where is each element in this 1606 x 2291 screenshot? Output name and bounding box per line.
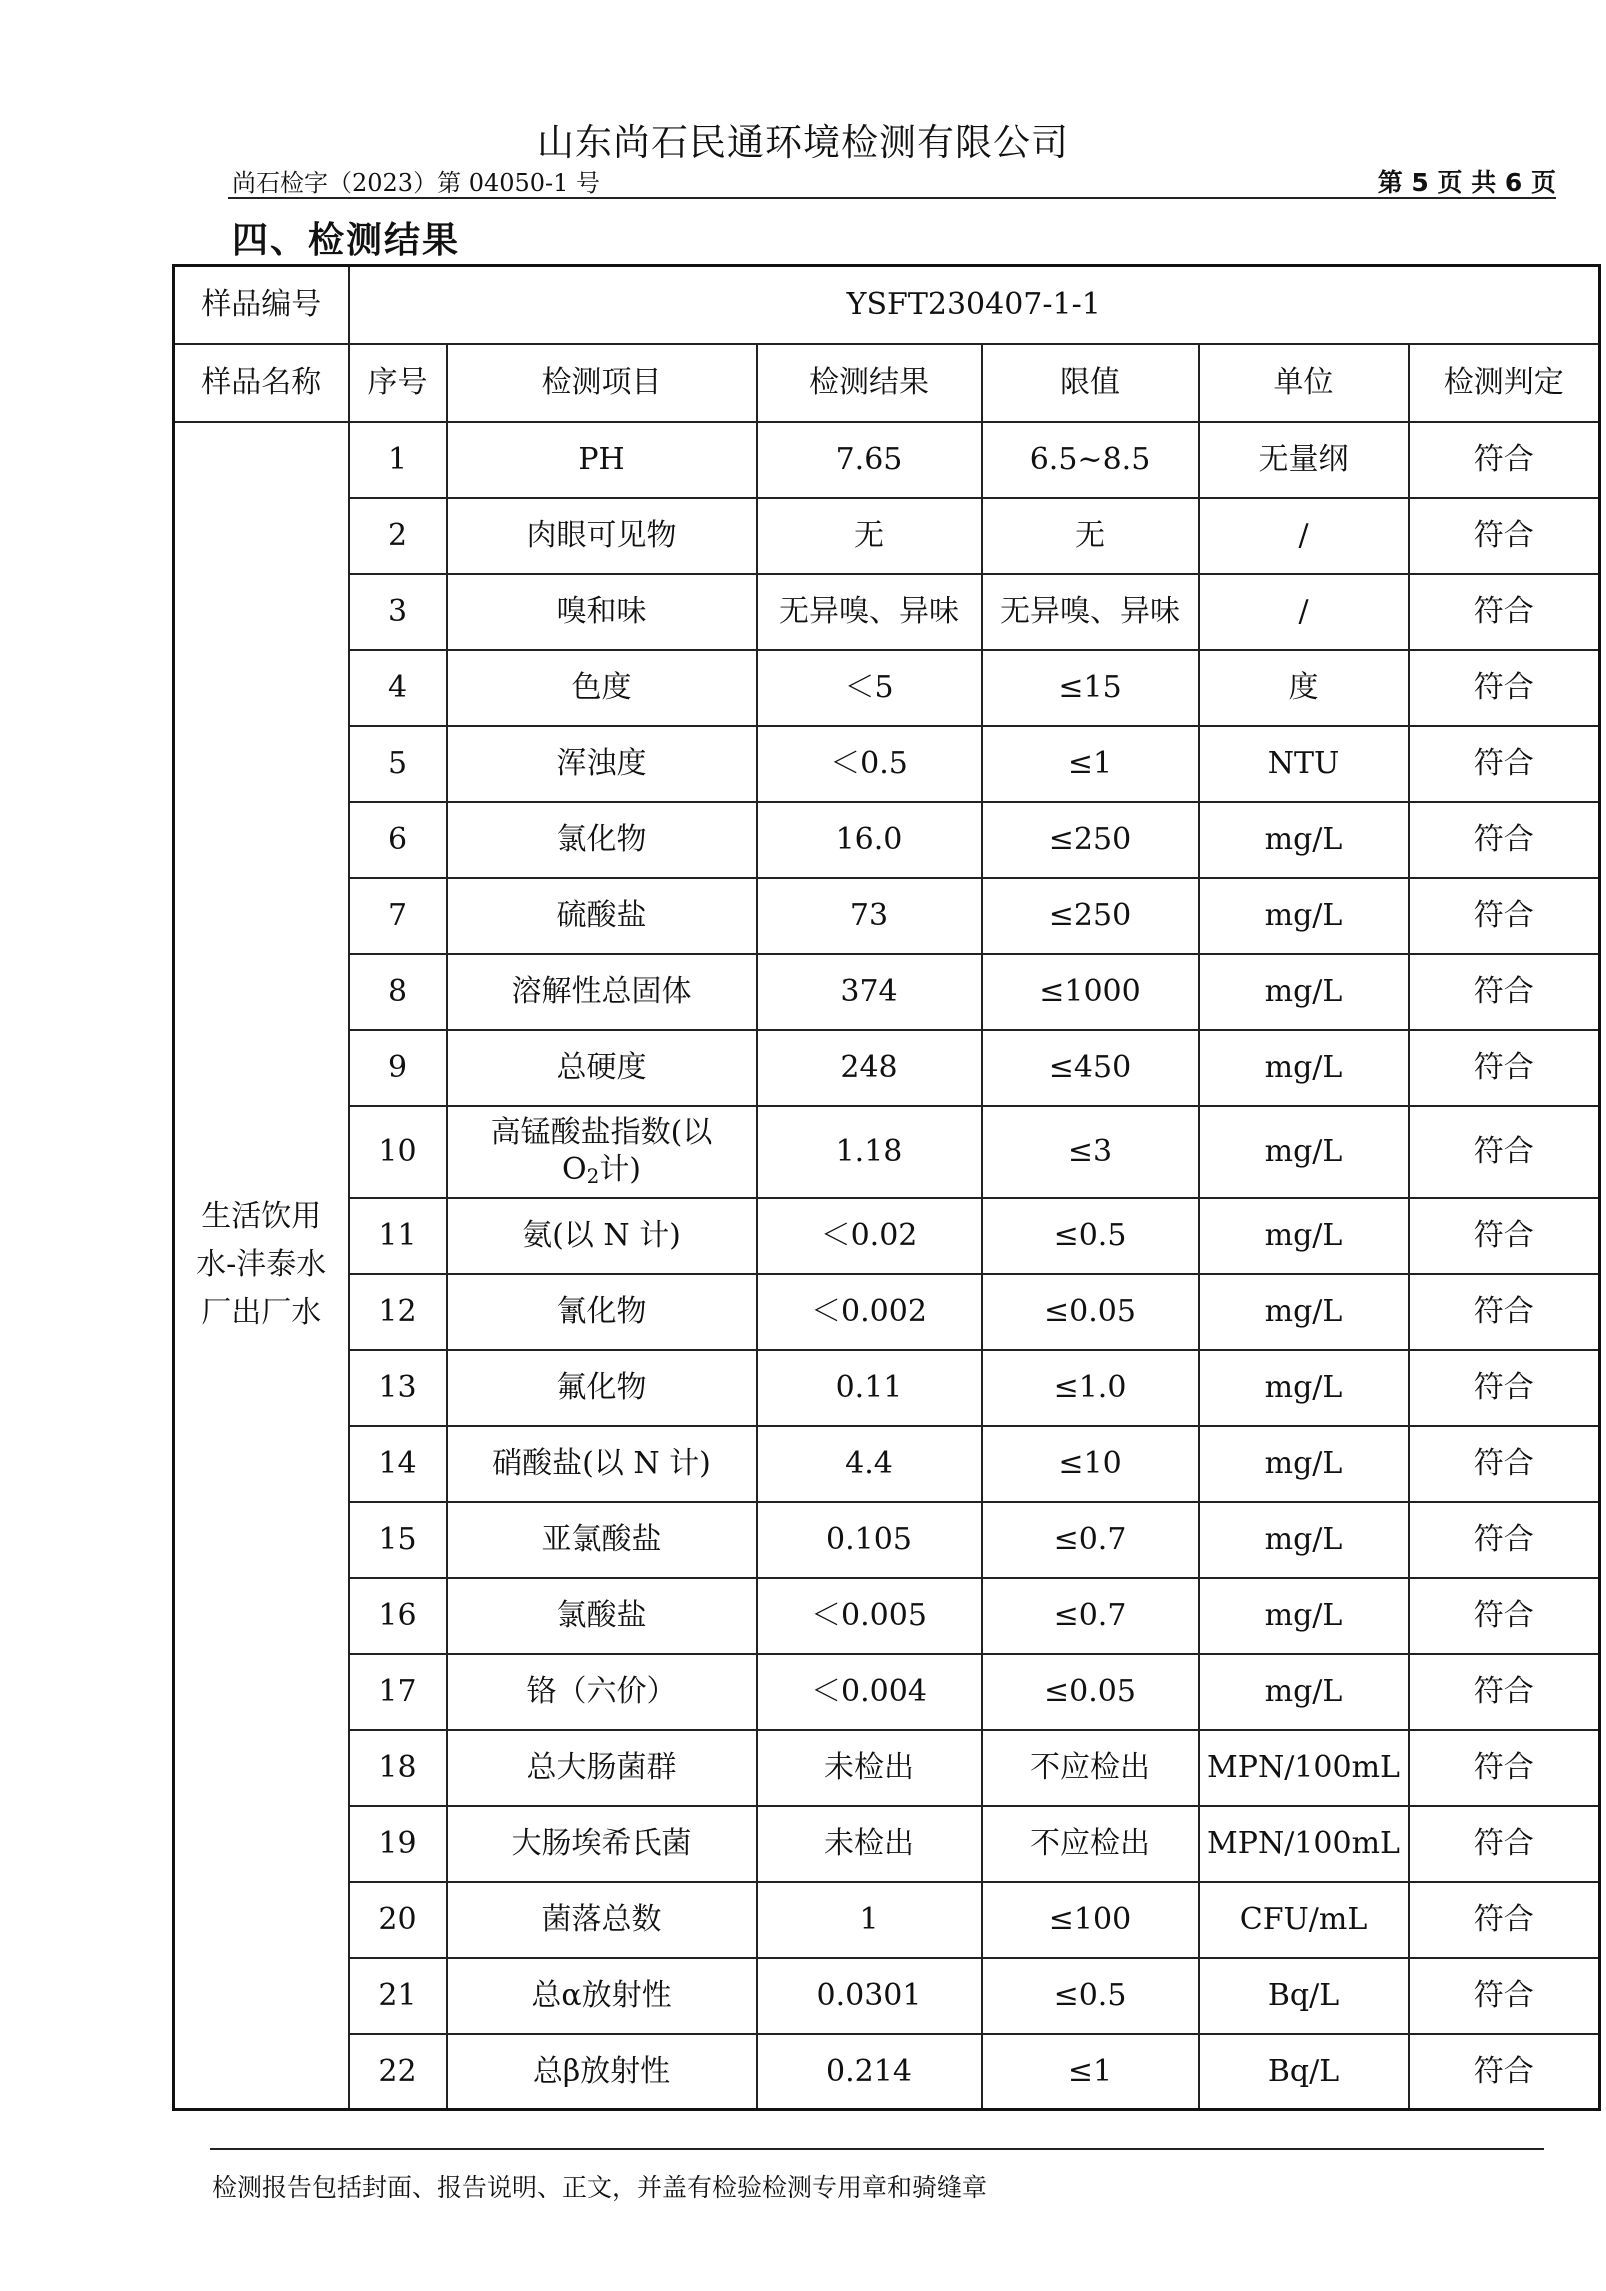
cell-unit: mg/L (1199, 954, 1409, 1030)
cell-limit: ≤450 (982, 1030, 1199, 1106)
table-row (174, 2034, 1600, 2110)
cell-unit: / (1199, 498, 1409, 574)
cell-seq: 18 (349, 1730, 447, 1806)
table-row (174, 1106, 1600, 1198)
cell-item: 总α放射性 (447, 1958, 757, 2034)
cell-result: 374 (757, 954, 982, 1030)
cell-seq: 14 (349, 1426, 447, 1502)
cell-result: 0.105 (757, 1502, 982, 1578)
header-divider (228, 197, 1556, 199)
cell-judgment: 符合 (1409, 1502, 1600, 1578)
sample-id-row (174, 266, 1600, 344)
cell-unit: Bq/L (1199, 2034, 1409, 2110)
cell-seq: 4 (349, 650, 447, 726)
cell-seq: 8 (349, 954, 447, 1030)
cell-judgment: 符合 (1409, 1106, 1600, 1198)
cell-result: 4.4 (757, 1426, 982, 1502)
header-unit: 单位 (1199, 344, 1409, 422)
header-row (174, 344, 1600, 422)
cell-result: 0.214 (757, 2034, 982, 2110)
cell-limit: ≤1 (982, 726, 1199, 802)
cell-item: 总β放射性 (447, 2034, 757, 2110)
cell-judgment: 符合 (1409, 498, 1600, 574)
cell-item: 氨(以 N 计) (447, 1198, 757, 1274)
table-row (174, 1274, 1600, 1350)
cell-seq: 9 (349, 1030, 447, 1106)
cell-item: 浑浊度 (447, 726, 757, 802)
cell-item: 总硬度 (447, 1030, 757, 1106)
cell-result: 16.0 (757, 802, 982, 878)
cell-unit: mg/L (1199, 1106, 1409, 1198)
cell-seq: 19 (349, 1806, 447, 1882)
header-item: 检测项目 (447, 344, 757, 422)
table-row (174, 1426, 1600, 1502)
header-result: 检测结果 (757, 344, 982, 422)
cell-item: 肉眼可见物 (447, 498, 757, 574)
cell-judgment: 符合 (1409, 2034, 1600, 2110)
cell-seq: 12 (349, 1274, 447, 1350)
cell-seq: 13 (349, 1350, 447, 1426)
cell-result: 7.65 (757, 422, 982, 498)
item-o: O (561, 1152, 587, 1188)
table-row (174, 1198, 1600, 1274)
cell-judgment: 符合 (1409, 1198, 1600, 1274)
cell-limit: ≤15 (982, 650, 1199, 726)
cell-judgment: 符合 (1409, 1350, 1600, 1426)
table-row (174, 954, 1600, 1030)
cell-limit: ≤3 (982, 1106, 1199, 1198)
cell-result: ＜0.02 (757, 1198, 982, 1274)
cell-limit: ≤250 (982, 878, 1199, 954)
cell-item: PH (447, 422, 757, 498)
cell-unit: mg/L (1199, 1426, 1409, 1502)
cell-judgment: 符合 (1409, 1654, 1600, 1730)
cell-seq: 3 (349, 574, 447, 650)
cell-judgment: 符合 (1409, 726, 1600, 802)
cell-limit: ≤0.5 (982, 1958, 1199, 2034)
cell-result: ＜0.5 (757, 726, 982, 802)
cell-seq: 5 (349, 726, 447, 802)
cell-seq: 6 (349, 802, 447, 878)
footer-note: 检测报告包括封面、报告说明、正文，并盖有检验检测专用章和骑缝章 (212, 2173, 988, 2202)
cell-judgment: 符合 (1409, 878, 1600, 954)
cell-unit: 无量纲 (1199, 422, 1409, 498)
table-row (174, 498, 1600, 574)
cell-result: ＜0.002 (757, 1274, 982, 1350)
cell-judgment: 符合 (1409, 574, 1600, 650)
header-judgment: 检测判定 (1409, 344, 1600, 422)
cell-judgment: 符合 (1409, 1274, 1600, 1350)
cell-limit: ≤100 (982, 1882, 1199, 1958)
document-number: 尚石检字（2023）第 04050-1 号 (232, 169, 601, 197)
cell-limit: ≤0.5 (982, 1198, 1199, 1274)
cell-result: ＜5 (757, 650, 982, 726)
cell-limit: ≤1.0 (982, 1350, 1199, 1426)
cell-judgment: 符合 (1409, 650, 1600, 726)
section-title: 四、检测结果 (232, 220, 461, 261)
cell-item (447, 1106, 757, 1198)
cell-seq: 7 (349, 878, 447, 954)
cell-item: 氟化物 (447, 1350, 757, 1426)
cell-unit: mg/L (1199, 1350, 1409, 1426)
table-row (174, 1958, 1600, 2034)
cell-judgment: 符合 (1409, 1882, 1600, 1958)
cell-seq: 10 (349, 1106, 447, 1198)
results-table (172, 264, 1601, 2111)
cell-item: 溶解性总固体 (447, 954, 757, 1030)
cell-seq: 20 (349, 1882, 447, 1958)
header-limit: 限值 (982, 344, 1199, 422)
cell-unit: mg/L (1199, 1654, 1409, 1730)
footer-divider (210, 2148, 1544, 2150)
cell-seq: 2 (349, 498, 447, 574)
cell-unit: mg/L (1199, 802, 1409, 878)
cell-limit: ≤10 (982, 1426, 1199, 1502)
table-row (174, 650, 1600, 726)
table-row (174, 1654, 1600, 1730)
cell-unit: 度 (1199, 650, 1409, 726)
cell-limit: 不应检出 (982, 1730, 1199, 1806)
cell-item: 铬（六价） (447, 1654, 757, 1730)
table-row (174, 422, 1600, 498)
cell-item: 总大肠菌群 (447, 1730, 757, 1806)
cell-judgment: 符合 (1409, 422, 1600, 498)
cell-limit: ≤0.05 (982, 1654, 1199, 1730)
cell-judgment: 符合 (1409, 1426, 1600, 1502)
cell-unit: MPN/100mL (1199, 1806, 1409, 1882)
cell-result: ＜0.004 (757, 1654, 982, 1730)
cell-unit: mg/L (1199, 1502, 1409, 1578)
cell-result: 1 (757, 1882, 982, 1958)
cell-result: 无异嗅、异味 (757, 574, 982, 650)
cell-unit: mg/L (1199, 1198, 1409, 1274)
cell-result: 73 (757, 878, 982, 954)
cell-limit: ≤250 (982, 802, 1199, 878)
cell-limit: 6.5~8.5 (982, 422, 1199, 498)
sample-name-cell: 生活饮用水-沣泰水厂出厂水 (174, 422, 349, 2110)
cell-seq: 15 (349, 1502, 447, 1578)
cell-unit: / (1199, 574, 1409, 650)
cell-unit: mg/L (1199, 878, 1409, 954)
cell-limit: ≤0.7 (982, 1502, 1199, 1578)
cell-judgment: 符合 (1409, 1578, 1600, 1654)
cell-result: 无 (757, 498, 982, 574)
header-seq: 序号 (349, 344, 447, 422)
cell-item: 菌落总数 (447, 1882, 757, 1958)
cell-unit: mg/L (1199, 1030, 1409, 1106)
cell-seq: 22 (349, 2034, 447, 2110)
cell-unit: MPN/100mL (1199, 1730, 1409, 1806)
cell-judgment: 符合 (1409, 802, 1600, 878)
table-row (174, 878, 1600, 954)
table-row (174, 726, 1600, 802)
cell-result: 未检出 (757, 1806, 982, 1882)
cell-result: 0.0301 (757, 1958, 982, 2034)
cell-item: 嗅和味 (447, 574, 757, 650)
cell-unit: CFU/mL (1199, 1882, 1409, 1958)
cell-seq: 11 (349, 1198, 447, 1274)
cell-item: 色度 (447, 650, 757, 726)
cell-item: 氰化物 (447, 1274, 757, 1350)
cell-result: ＜0.005 (757, 1578, 982, 1654)
cell-judgment: 符合 (1409, 1958, 1600, 2034)
cell-seq: 17 (349, 1654, 447, 1730)
cell-limit: ≤1 (982, 2034, 1199, 2110)
cell-seq: 21 (349, 1958, 447, 2034)
cell-result: 0.11 (757, 1350, 982, 1426)
cell-limit: ≤0.7 (982, 1578, 1199, 1654)
cell-limit: 无 (982, 498, 1199, 574)
cell-item: 亚氯酸盐 (447, 1502, 757, 1578)
item-tail: 计) (599, 1152, 642, 1188)
cell-limit: 无异嗅、异味 (982, 574, 1199, 650)
table-row (174, 1030, 1600, 1106)
sample-id-value: YSFT230407-1-1 (349, 266, 1600, 344)
cell-item: 氯化物 (447, 802, 757, 878)
cell-result: 未检出 (757, 1730, 982, 1806)
page-info: 第 5 页 共 6 页 (1377, 168, 1556, 197)
cell-unit: Bq/L (1199, 1958, 1409, 2034)
cell-result: 1.18 (757, 1106, 982, 1198)
cell-unit: mg/L (1199, 1274, 1409, 1350)
cell-limit: ≤0.05 (982, 1274, 1199, 1350)
cell-item: 硝酸盐(以 N 计) (447, 1426, 757, 1502)
table-row (174, 1350, 1600, 1426)
table-row (174, 1578, 1600, 1654)
table-row (174, 1806, 1600, 1882)
sample-id-label: 样品编号 (174, 266, 349, 344)
cell-result: 248 (757, 1030, 982, 1106)
cell-judgment: 符合 (1409, 1030, 1600, 1106)
cell-seq: 16 (349, 1578, 447, 1654)
cell-judgment: 符合 (1409, 1806, 1600, 1882)
cell-item: 大肠埃希氏菌 (447, 1806, 757, 1882)
cell-judgment: 符合 (1409, 1730, 1600, 1806)
cell-item: 硫酸盐 (447, 878, 757, 954)
company-name: 山东尚石民通环境检测有限公司 (537, 121, 1069, 164)
header-sample-name: 样品名称 (174, 344, 349, 422)
item-subscript: 2 (586, 1164, 600, 1189)
cell-item: 氯酸盐 (447, 1578, 757, 1654)
cell-unit: NTU (1199, 726, 1409, 802)
cell-seq: 1 (349, 422, 447, 498)
table-row (174, 1882, 1600, 1958)
item-line1: 高锰酸盐指数(以 (490, 1114, 713, 1150)
cell-unit: mg/L (1199, 1578, 1409, 1654)
table-row (174, 574, 1600, 650)
table-row (174, 1730, 1600, 1806)
table-row (174, 802, 1600, 878)
cell-limit: 不应检出 (982, 1806, 1199, 1882)
table-row (174, 1502, 1600, 1578)
cell-judgment: 符合 (1409, 954, 1600, 1030)
cell-limit: ≤1000 (982, 954, 1199, 1030)
